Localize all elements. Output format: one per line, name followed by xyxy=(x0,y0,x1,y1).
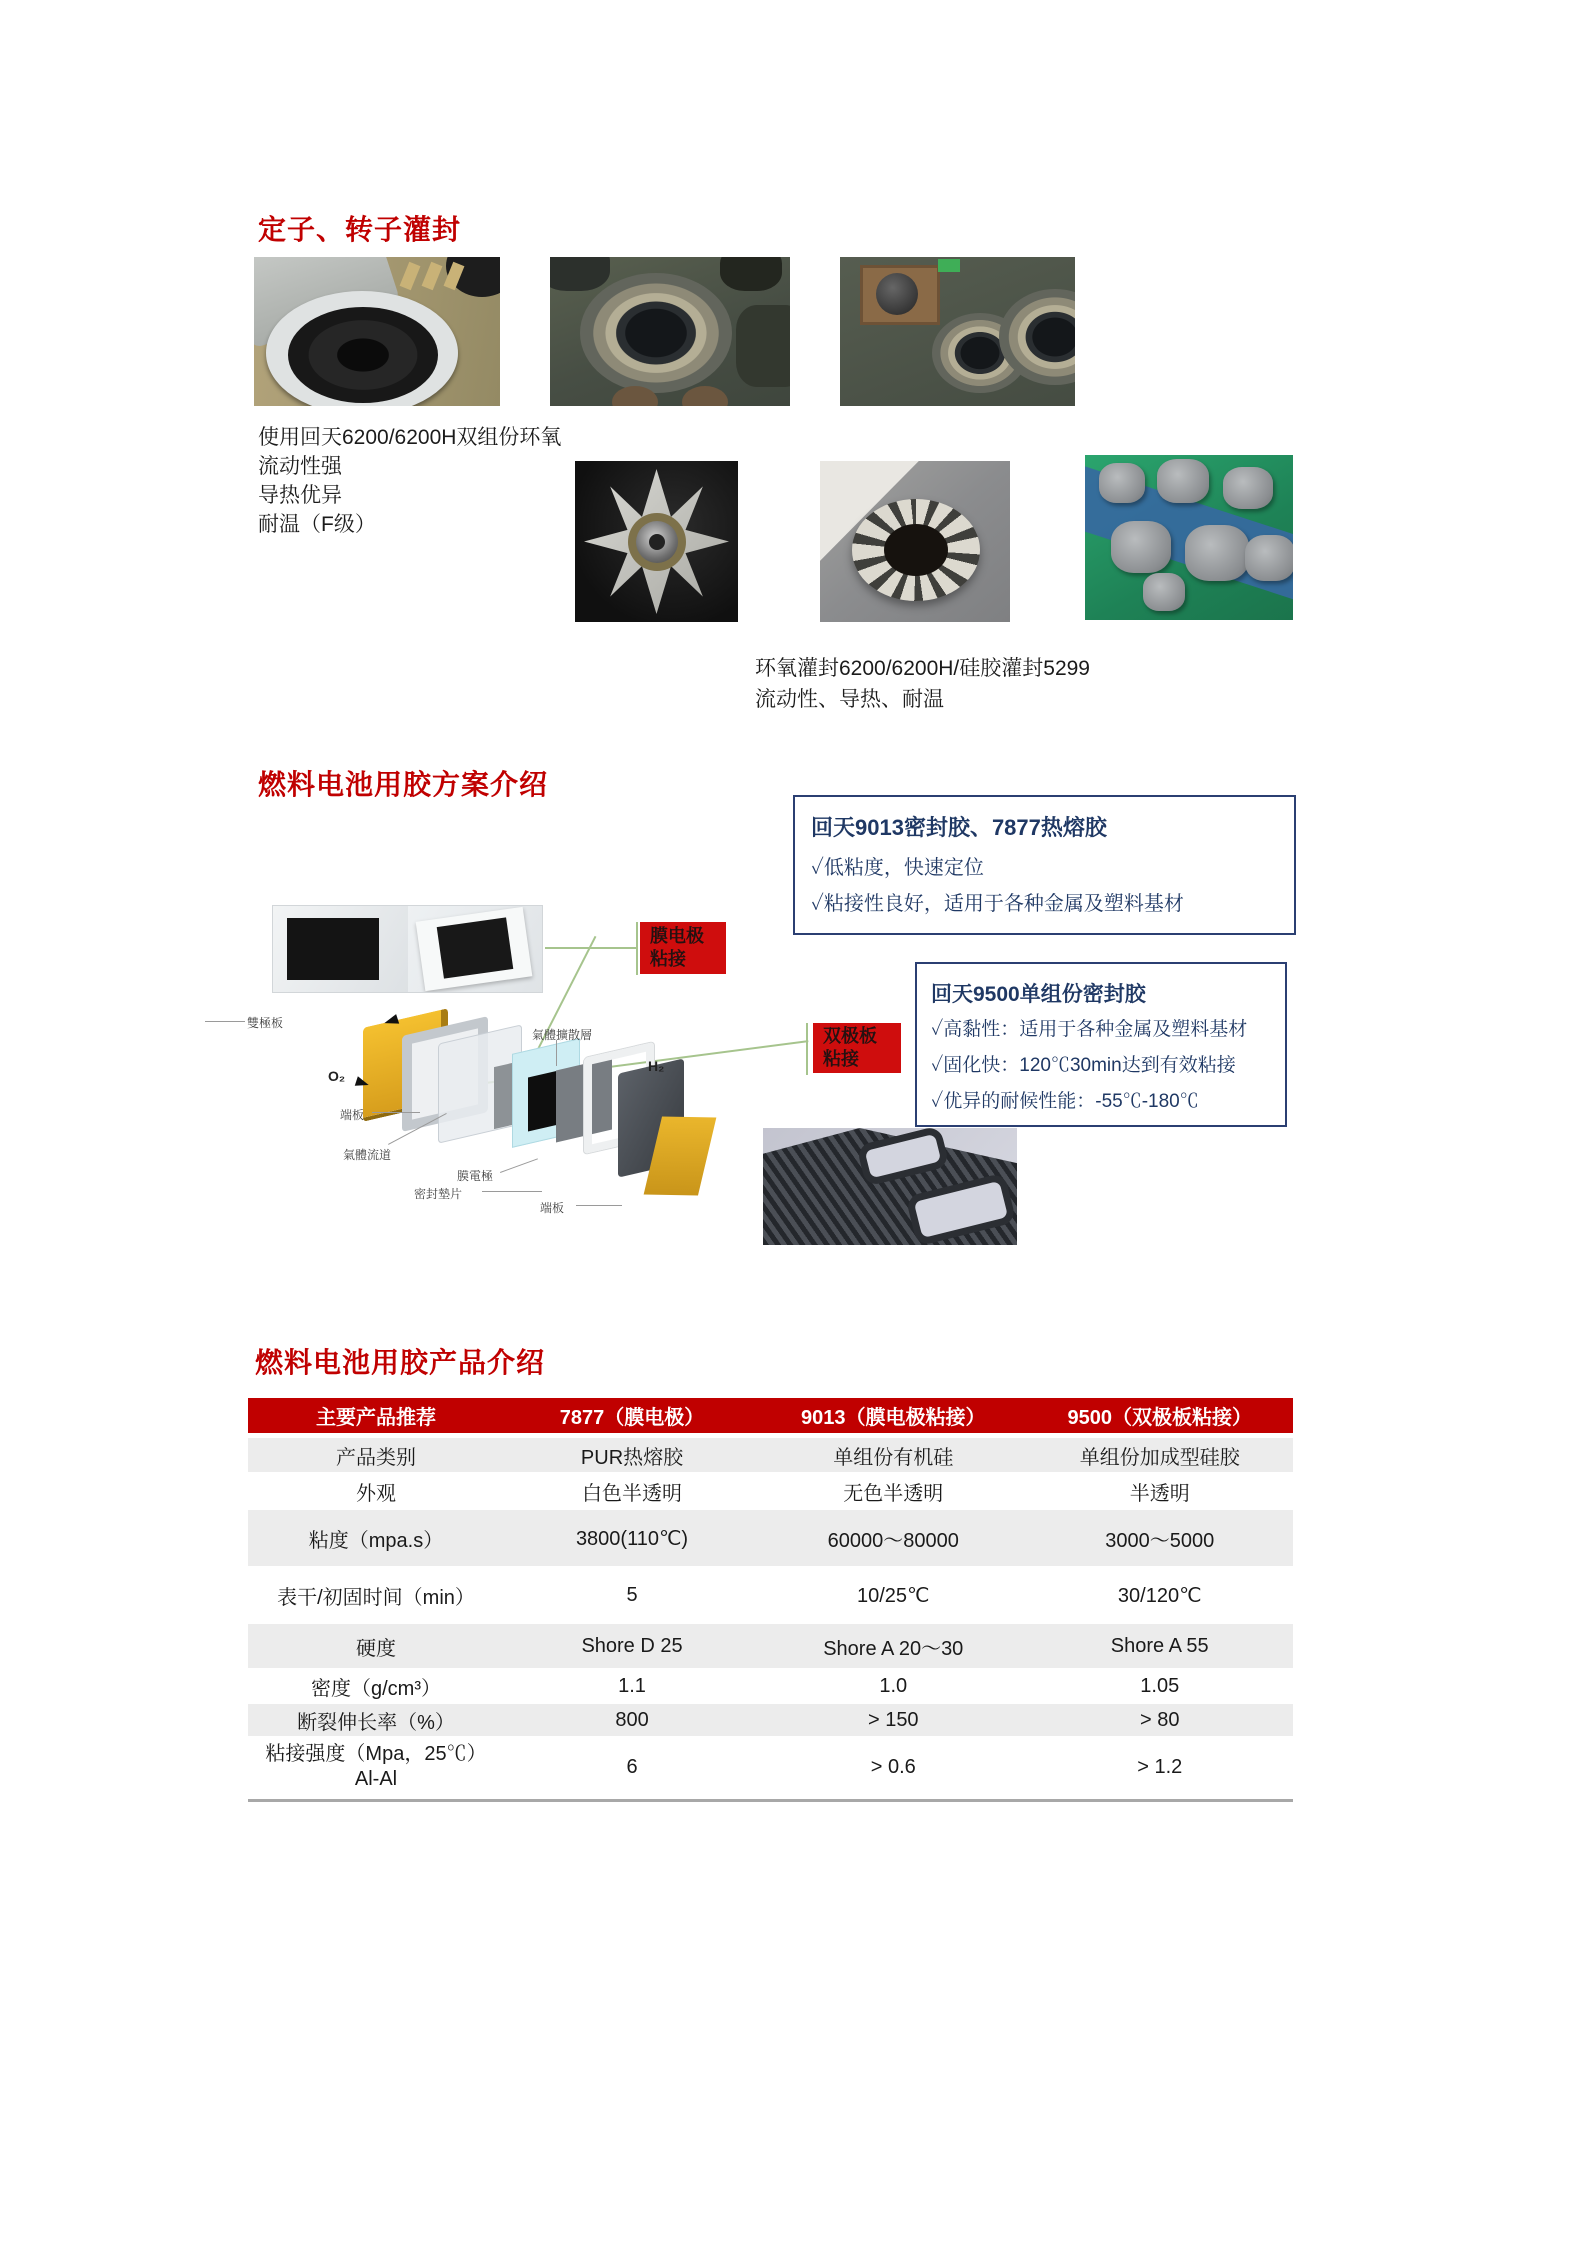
table-row xyxy=(248,1738,1293,1798)
label-membrane-electrode-bonding: 膜电极 粘接 xyxy=(640,922,726,974)
cell: Shore D 25 xyxy=(581,1634,683,1657)
row-label: 硬度 xyxy=(356,1637,396,1660)
cell: 白色半透明 xyxy=(582,1482,683,1505)
cell: 单组份有机硅 xyxy=(833,1446,954,1469)
info-box-item: ✓固化快：120℃30min达到有效粘接 xyxy=(931,1055,1236,1076)
row-label: 断裂伸长率（%） xyxy=(297,1711,455,1734)
feature-line: 导热优异 xyxy=(258,484,342,507)
feature-line: 使用回天6200/6200H双组份环氧 xyxy=(258,426,562,449)
row-label: 粘度（mpa.s） xyxy=(308,1529,444,1552)
section1-title: 定子、转子灌封 xyxy=(258,214,462,245)
diagram-label-gas-diffusion-layer: 氣體擴散層 xyxy=(532,1028,593,1042)
table-header-row xyxy=(248,1398,1293,1438)
product-spec-table xyxy=(248,1398,1293,1802)
cell: 单组份加成型硅胶 xyxy=(1079,1446,1240,1469)
cell: 1.0 xyxy=(879,1674,908,1697)
cell: > 150 xyxy=(867,1708,919,1731)
table-row xyxy=(248,1670,1293,1704)
diagram-label-bipolar-plate: 雙極板 xyxy=(247,1016,284,1030)
info-box-item: ✓优异的耐候性能：-55℃-180℃ xyxy=(931,1091,1199,1112)
info-box-item: ✓高黏性：适用于各种金属及塑料基材 xyxy=(931,1019,1248,1040)
cell: > 1.2 xyxy=(1137,1755,1183,1778)
info-box-item: ✓低粘度，快速定位 xyxy=(811,857,984,879)
table-row xyxy=(248,1704,1293,1738)
photo-stator-housing xyxy=(254,257,500,406)
cell: > 0.6 xyxy=(870,1755,916,1778)
cell: > 80 xyxy=(1139,1708,1180,1731)
section3-title: 燃料电池用胶产品介绍 xyxy=(255,1347,546,1378)
row-label: 产品类别 xyxy=(336,1446,416,1469)
table-header-cell: 7877（膜电极） xyxy=(559,1407,705,1429)
cell: 30/120℃ xyxy=(1117,1584,1202,1607)
photo-rotor-star xyxy=(575,461,738,622)
cell: 60000～80000 xyxy=(827,1529,959,1552)
cell: 3000～5000 xyxy=(1105,1529,1215,1552)
feature-line: 流动性强 xyxy=(258,455,342,478)
photo-membrane-electrodes xyxy=(272,905,543,993)
info-box-9013-7877 xyxy=(793,795,1296,935)
cell: Shore A 20～30 xyxy=(823,1637,964,1660)
info-box-title: 回天9500单组份密封胶 xyxy=(931,983,1146,1006)
cell: 无色半透明 xyxy=(843,1482,944,1505)
info-box-item: ✓粘接性良好，适用于各种金属及塑料基材 xyxy=(811,893,1184,915)
feature-line: 耐温（F级） xyxy=(258,513,376,536)
cell: 5 xyxy=(626,1583,638,1606)
caption-line: 流动性、导热、耐温 xyxy=(755,688,944,711)
photo-bipolar-plate-closeup xyxy=(763,1128,1017,1245)
connector-line xyxy=(545,947,638,949)
row-label: 粘接强度（Mpa，25℃） Al-Al xyxy=(265,1743,487,1790)
section1-feature-list xyxy=(258,423,561,539)
diagram-label-hydrogen: H₂ xyxy=(648,1058,665,1074)
cell: Shore A 55 xyxy=(1110,1634,1209,1657)
row-label: 表干/初固时间（min） xyxy=(277,1586,475,1609)
table-row xyxy=(248,1568,1293,1624)
diagram-label-end-plate-left: 端板 xyxy=(340,1108,365,1122)
photo-stator-ring-carpet xyxy=(820,461,1010,622)
caption-line: 环氧灌封6200/6200H/硅胶灌封5299 xyxy=(755,657,1090,680)
connector-line xyxy=(636,922,638,975)
section1-caption xyxy=(755,653,1090,715)
photo-motor-housings-floor xyxy=(1085,455,1293,620)
diagram-label-gasket: 密封墊片 xyxy=(414,1187,463,1201)
cell: 半透明 xyxy=(1129,1482,1190,1505)
table-header-cell: 9013（膜电极粘接） xyxy=(801,1407,986,1429)
table-bottom-border xyxy=(248,1799,1293,1802)
table-row xyxy=(248,1510,1293,1568)
connector-line xyxy=(806,1023,808,1075)
photo-stator-workshop xyxy=(550,257,790,406)
diagram-label-end-plate-right: 端板 xyxy=(540,1201,565,1215)
diagram-label-oxygen: O₂ xyxy=(328,1068,346,1084)
row-label: 外观 xyxy=(356,1482,396,1505)
cell: PUR热熔胶 xyxy=(580,1446,684,1469)
cell: 10/25℃ xyxy=(857,1584,930,1607)
table-row xyxy=(248,1624,1293,1670)
cell: 1.1 xyxy=(618,1674,646,1697)
section2-title: 燃料电池用胶方案介绍 xyxy=(258,769,549,800)
table-row xyxy=(248,1438,1293,1474)
cell: 1.05 xyxy=(1140,1674,1180,1697)
cell: 3800(110℃) xyxy=(575,1527,689,1550)
cell: 800 xyxy=(615,1708,649,1731)
row-label: 密度（g/cm³） xyxy=(311,1677,441,1700)
info-box-title: 回天9013密封胶、7877热熔胶 xyxy=(811,815,1107,840)
diagram-label-membrane-electrode: 膜電極 xyxy=(457,1169,494,1183)
table-header-cell: 主要产品推荐 xyxy=(316,1407,436,1429)
diagram-label-gas-channel: 氣體流道 xyxy=(343,1148,392,1162)
photo-motor-parts xyxy=(840,257,1075,406)
table-header-cell: 9500（双极板粘接） xyxy=(1067,1407,1252,1429)
info-box-9500 xyxy=(915,962,1287,1127)
label-bipolar-plate-bonding: 双极板 粘接 xyxy=(813,1023,901,1073)
table-row xyxy=(248,1474,1293,1510)
cell: 6 xyxy=(626,1755,638,1778)
